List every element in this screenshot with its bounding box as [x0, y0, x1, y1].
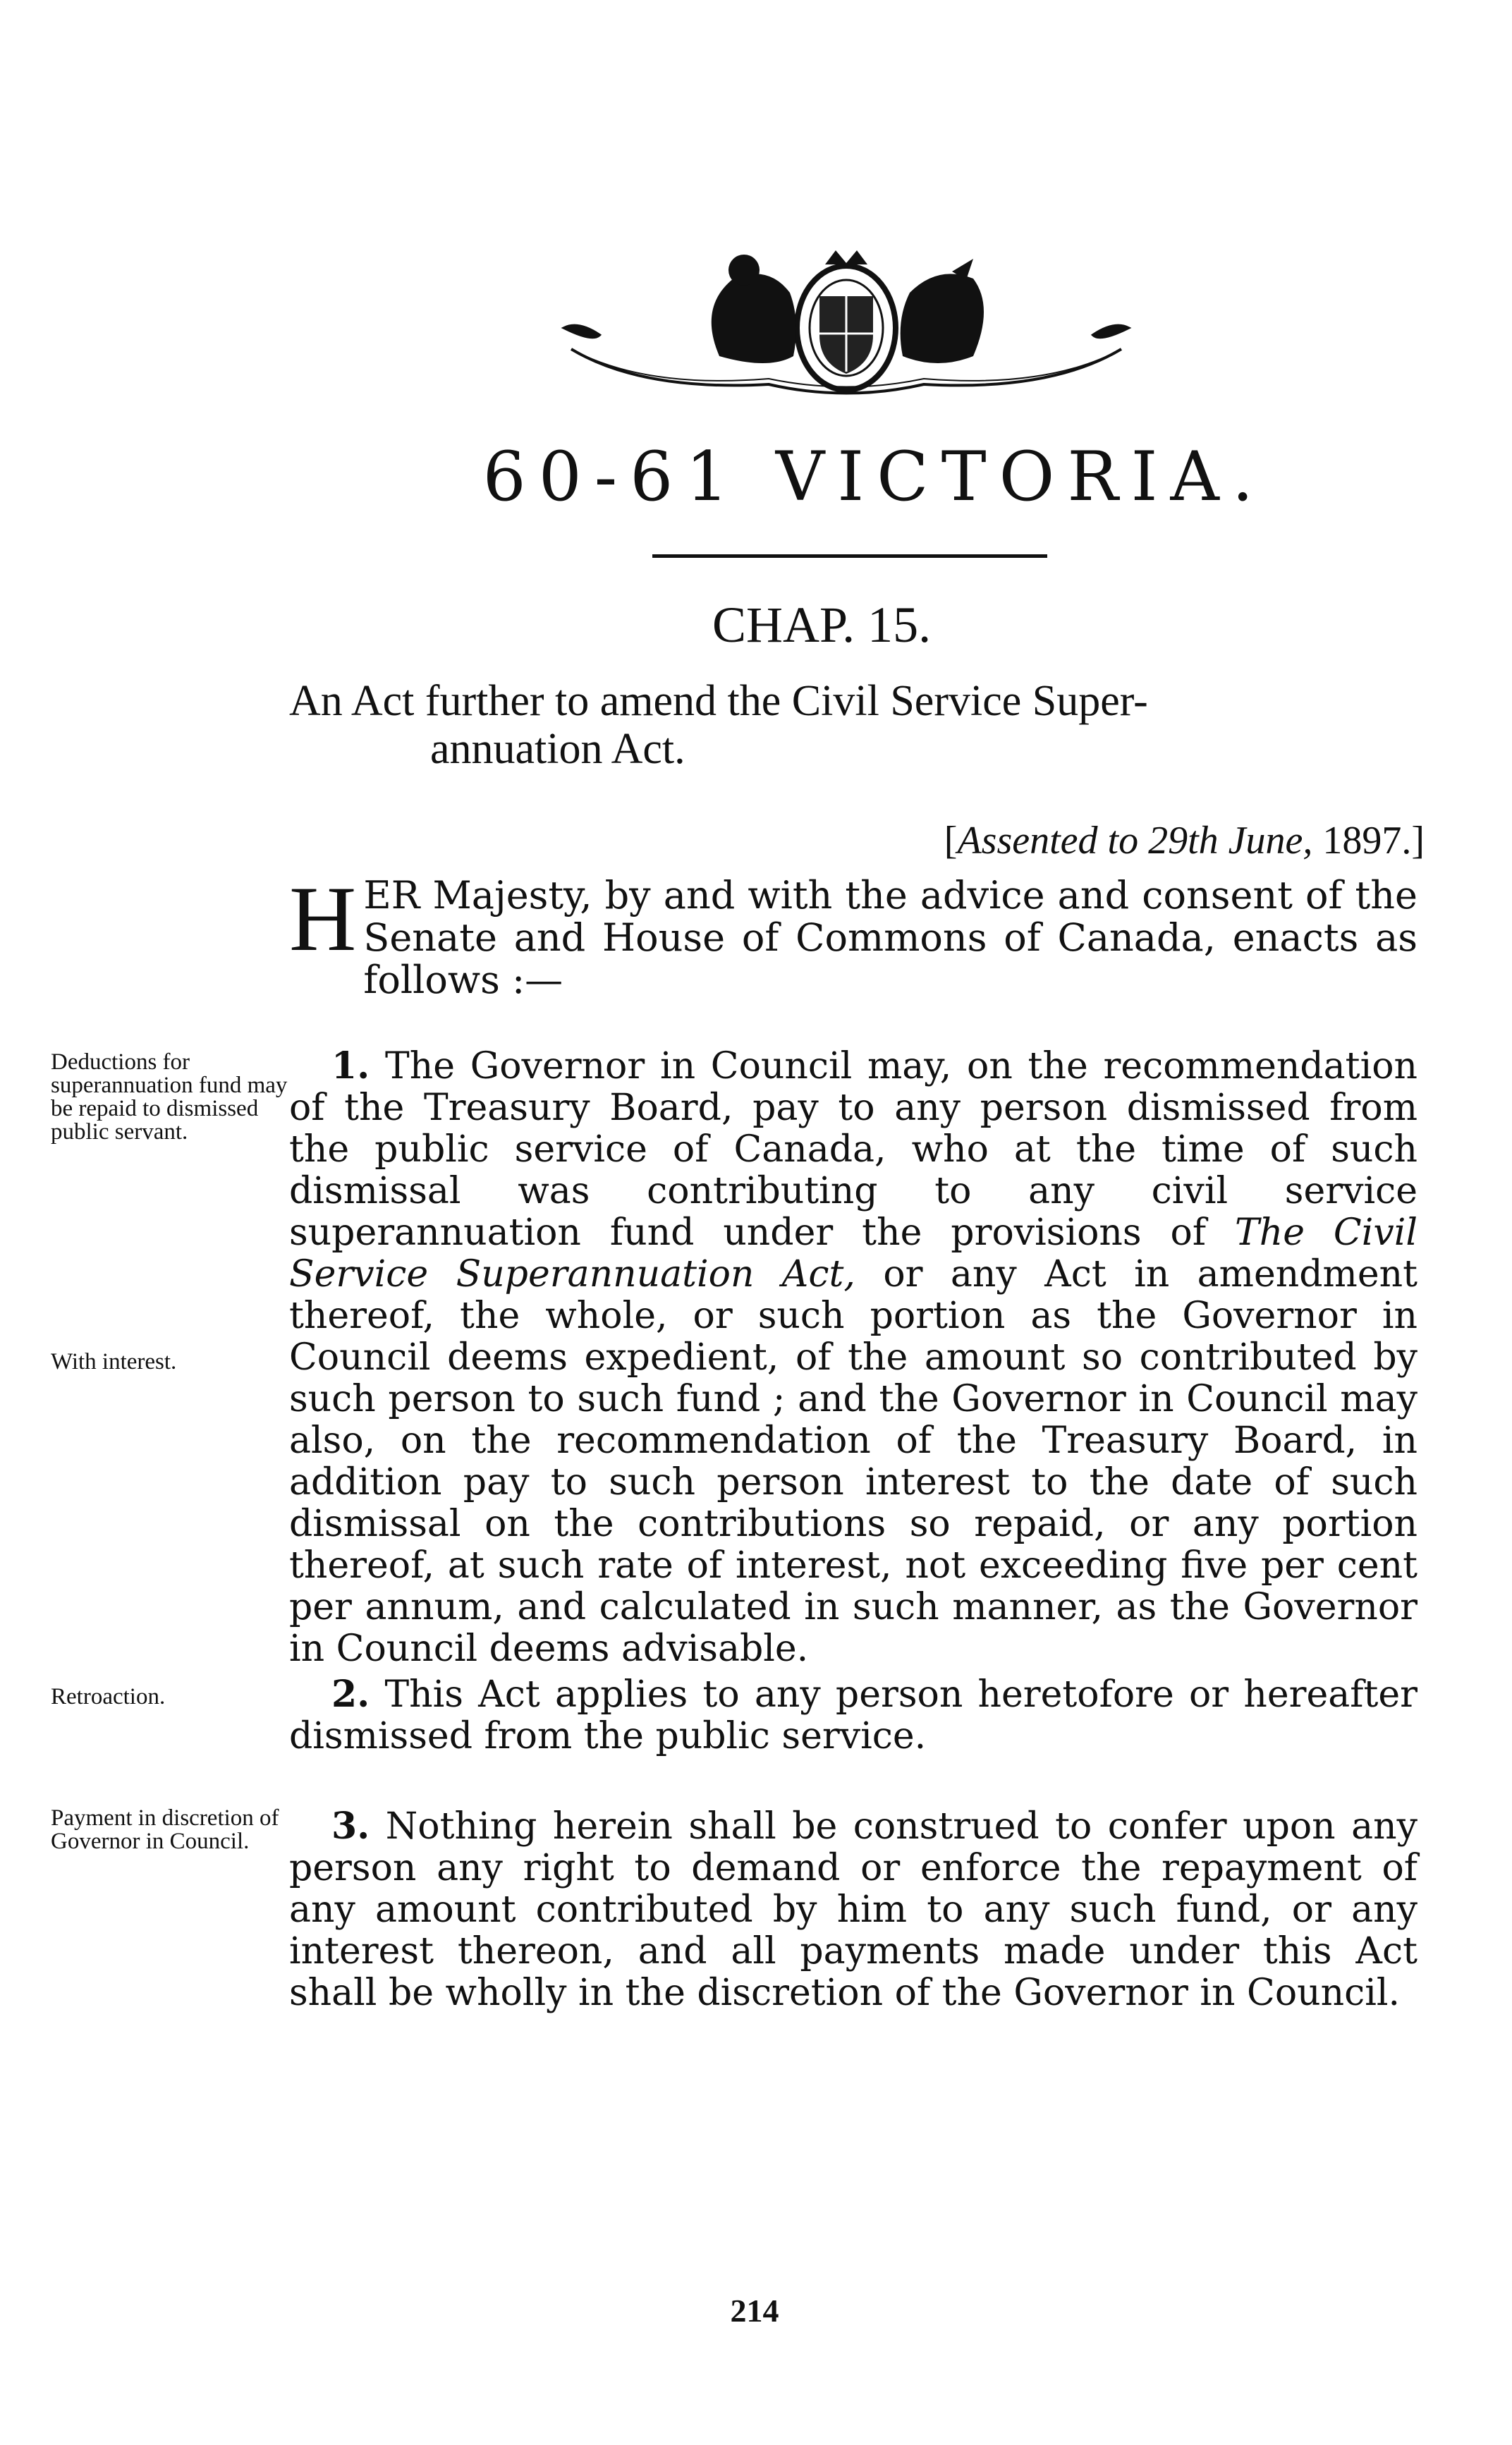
act-title-line-2: annuation Act. [430, 725, 685, 773]
section-2 [289, 1673, 1418, 1757]
margin-note-payment: Payment in discretion of Governor in Council. [51, 1805, 279, 1854]
assent-date [832, 818, 1425, 863]
section-3-text: Nothing herein shall be construed to confer upon any person any right to demand or enforce the repayment of any amount contributed by him to any such fund, or any interest thereon, and all payments made under this Act shall be wholly in the discretion of the Governor in Council. [289, 1805, 1418, 2014]
margin-note-interest: With interest. [51, 1349, 177, 1374]
section-1-text-b: or any Act in amendment thereof, the whole, or such portion as the Governor in Council deems expedient, of the amount so contributed by such person to such fund ; and the Governor in Council may also, on the recommendation of the Treasury Board, in addition pay to such person interest to the date of such dismissal on the contributions so repaid, or any portion thereof, at such rate of interest, not exceeding five per cent per annum, and calculated in such manner, as the Governor in Council deems advisable. [289, 1253, 1418, 1670]
margin-note-deductions: Deductions for superannuation fund may be repaid to dismissed public servant. [51, 1049, 288, 1145]
assent-text: Assented to 29th June, [957, 819, 1313, 862]
section-1-text-a: The Governor in Council may, on the recommendation of the Treasury Board, pay to any person dismissed from the public service of Canada, who at the time of such dismissal was contributing to any civil service superannuation fund under the provisions of [289, 1045, 1418, 1254]
act-title [289, 677, 1425, 773]
section-number: 1. [331, 1044, 370, 1087]
assent-open-bracket: [ [944, 819, 958, 862]
royal-coat-of-arms-icon [557, 250, 1135, 398]
section-3 [289, 1805, 1418, 2014]
section-1 [289, 1045, 1418, 1670]
margin-note-retroaction: Retroaction. [51, 1684, 166, 1709]
section-1-act-name: The Civil Service Superannuation Act, [289, 1212, 1418, 1295]
enacting-clause [289, 867, 1418, 1002]
enacting-text: ER Majesty, by and with the advice and consent of the Senate and House of Commons of Canada, enacts as follows :— [363, 873, 1418, 1002]
title-rule [652, 554, 1047, 558]
chapter-heading: CHAP. 15. [712, 597, 932, 653]
section-2-text: This Act applies to any person heretofore or hereafter dismissed from the public service. [289, 1673, 1418, 1757]
section-number: 3. [331, 1805, 370, 1848]
assent-year: 1897.] [1312, 819, 1425, 862]
regnal-year-title: 60-61 VICTORIA. [482, 437, 1267, 516]
section-number: 2. [331, 1673, 370, 1716]
drop-cap: H [289, 867, 357, 970]
act-title-line-1: An Act further to amend the Civil Service Super- [289, 677, 1148, 725]
page-number: 214 [730, 2293, 779, 2329]
